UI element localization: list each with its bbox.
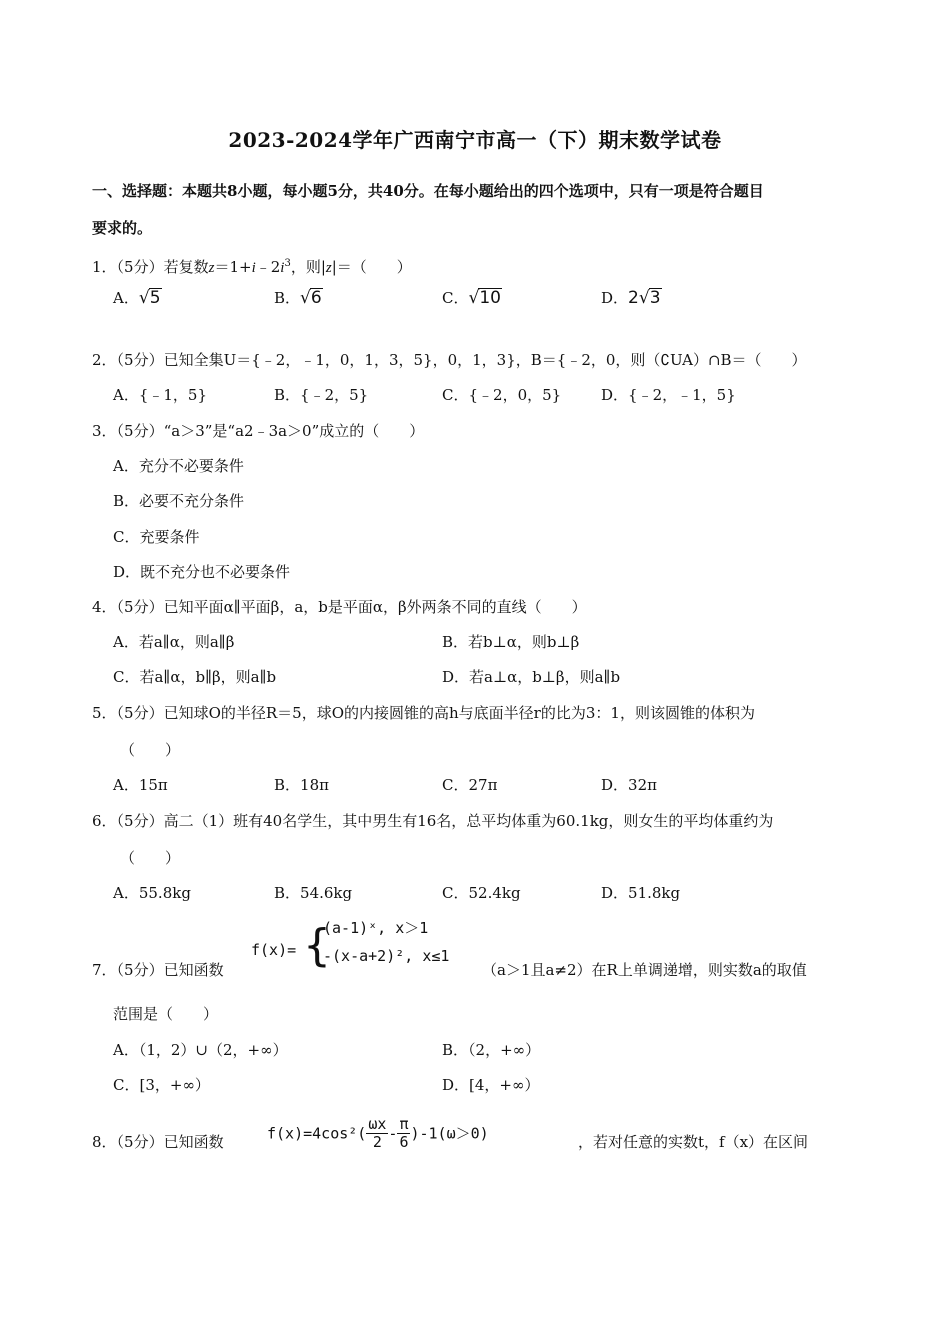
question-1 — [92, 254, 412, 278]
radicand: 10 — [479, 288, 501, 308]
q2-option-c: C．{﹣2，0，5} — [442, 386, 562, 404]
q8-prefix: 8．（5分）已知函数 — [92, 1133, 224, 1151]
q4-option-a: A．若a∥α，则a∥β — [113, 633, 235, 651]
q6-option-b: B．54.6kg — [274, 884, 353, 902]
section-heading-line2: 要求的。 — [92, 219, 153, 237]
denominator: 6 — [399, 1133, 409, 1151]
q8-f-left: f(x)=4cos²( — [267, 1124, 367, 1143]
section-heading-line1: 一、选择题：本题共8小题，每小题5分，共40分。在每小题给出的四个选项中，只有一项是符合题目 — [92, 182, 764, 200]
q7-prefix: 7．（5分）已知函数 — [92, 961, 224, 979]
q8-fraction-1 — [366, 1116, 388, 1151]
q1-exponent: 3 — [284, 258, 291, 269]
q8-function — [267, 1116, 489, 1156]
q7-option-d: D．[4，+∞） — [442, 1076, 540, 1094]
q7-case-1: (a-1)ˣ, x＞1 — [323, 919, 429, 937]
q2-option-d: D．{﹣2，﹣1，5} — [601, 386, 736, 404]
left-brace-icon: { — [303, 920, 331, 971]
q4-option-b: B．若b⊥α，则b⊥β — [442, 633, 580, 651]
q7-option-b: B．（2，+∞） — [442, 1041, 541, 1059]
numerator: π — [399, 1115, 409, 1133]
q1-var-i2: i — [280, 260, 285, 276]
q6-option-d: D．51.8kg — [601, 884, 681, 902]
question-4: 4．（5分）已知平面α∥平面β，a，b是平面α，β外两条不同的直线（ ） — [92, 598, 587, 616]
q2-option-b: B．{﹣2，5} — [274, 386, 369, 404]
q5-option-b: B．18π — [274, 776, 329, 794]
q7-suffix: （a＞1且a≠2）在R上单调递增，则实数a的取值 — [482, 961, 807, 979]
q7-fx: f(x)= — [251, 941, 297, 959]
q4-option-d: D．若a⊥α，b⊥β，则a∥b — [442, 668, 621, 686]
q1-minus: ﹣2 — [255, 258, 281, 276]
question-3: 3．（5分）“a＞3”是“a2﹣3a＞0”成立的（ ） — [92, 422, 425, 440]
q6-answer-paren: （ ） — [120, 849, 181, 867]
q2-option-a: A．{﹣1，5} — [113, 386, 208, 404]
q5-option-c: C．27π — [442, 776, 498, 794]
q8-suffix: ，若对任意的实数t，f（x）在区间 — [578, 1133, 809, 1151]
q1-text-c: |＝（ ） — [331, 258, 412, 276]
radicand: 3 — [649, 288, 661, 308]
sqrt-icon: √3 — [638, 288, 661, 308]
q6-option-a: A．55.8kg — [113, 884, 191, 902]
q1-option-c — [442, 288, 502, 308]
q7-option-c: C．[3，+∞） — [113, 1076, 210, 1094]
question-6: 6．（5分）高二（1）班有40名学生，其中男生有16名，总平均体重为60.1kg，则女生的平均体重约为 — [92, 812, 774, 830]
exam-title: 2023-2024学年广西南宁市高一（下）期末数学试卷 — [228, 128, 722, 152]
q8-f-right: )-1(ω＞0) — [410, 1124, 489, 1143]
option-label: A． — [113, 289, 139, 307]
radicand: 5 — [149, 288, 161, 308]
q1-text: 1．（5分）若复数 — [92, 258, 209, 276]
sqrt-icon: √10 — [468, 288, 501, 308]
q1-eq: ＝1+ — [214, 258, 252, 276]
q3-option-b: B．必要不充分条件 — [113, 492, 245, 510]
q5-option-a: A．15π — [113, 776, 168, 794]
q7-option-a: A．（1，2）∪（2，+∞） — [113, 1041, 288, 1059]
option-label: B． — [274, 289, 301, 307]
q1-option-b — [274, 288, 323, 308]
option-label: D． — [601, 289, 629, 307]
q5-option-d: D．32π — [601, 776, 657, 794]
q4-option-c: C．若a∥α，b∥β，则a∥b — [113, 668, 277, 686]
q3-option-d: D．既不充分也不必要条件 — [113, 563, 291, 581]
q3-option-c: C．充要条件 — [113, 528, 200, 546]
q1-option-a — [113, 288, 162, 308]
q1-option-d — [601, 288, 662, 308]
question-5: 5．（5分）已知球O的半径R＝5，球O的内接圆锥的高h与底面半径r的比为3：1，则该圆锥的体积为 — [92, 704, 755, 722]
coefficient: 2 — [628, 288, 639, 308]
q3-option-a: A．充分不必要条件 — [113, 457, 244, 475]
question-2: 2．（5分）已知全集U＝{﹣2，﹣1，0，1，3，5}，0，1，3}，B＝{﹣2，0，则（∁UA）∩B＝（ ） — [92, 351, 807, 369]
radicand: 6 — [310, 288, 322, 308]
option-label: C． — [442, 289, 469, 307]
q8-minus: - — [388, 1124, 398, 1143]
q7-line2: 范围是（ ） — [113, 1005, 219, 1023]
q6-option-c: C．52.4kg — [442, 884, 521, 902]
q1-var-z: z — [208, 260, 215, 276]
sqrt-icon: √5 — [138, 288, 161, 308]
q1-var-z2: z — [325, 260, 332, 276]
sqrt-icon: √6 — [300, 288, 322, 308]
q7-case-2: -(x-a+2)², x≤1 — [323, 947, 450, 965]
q1-text-b: ，则| — [290, 258, 326, 276]
denominator: 2 — [372, 1133, 382, 1151]
numerator: ωx — [368, 1115, 387, 1133]
q8-fraction-2 — [397, 1116, 410, 1151]
q5-answer-paren: （ ） — [120, 741, 181, 759]
q1-var-i: i — [251, 260, 256, 276]
